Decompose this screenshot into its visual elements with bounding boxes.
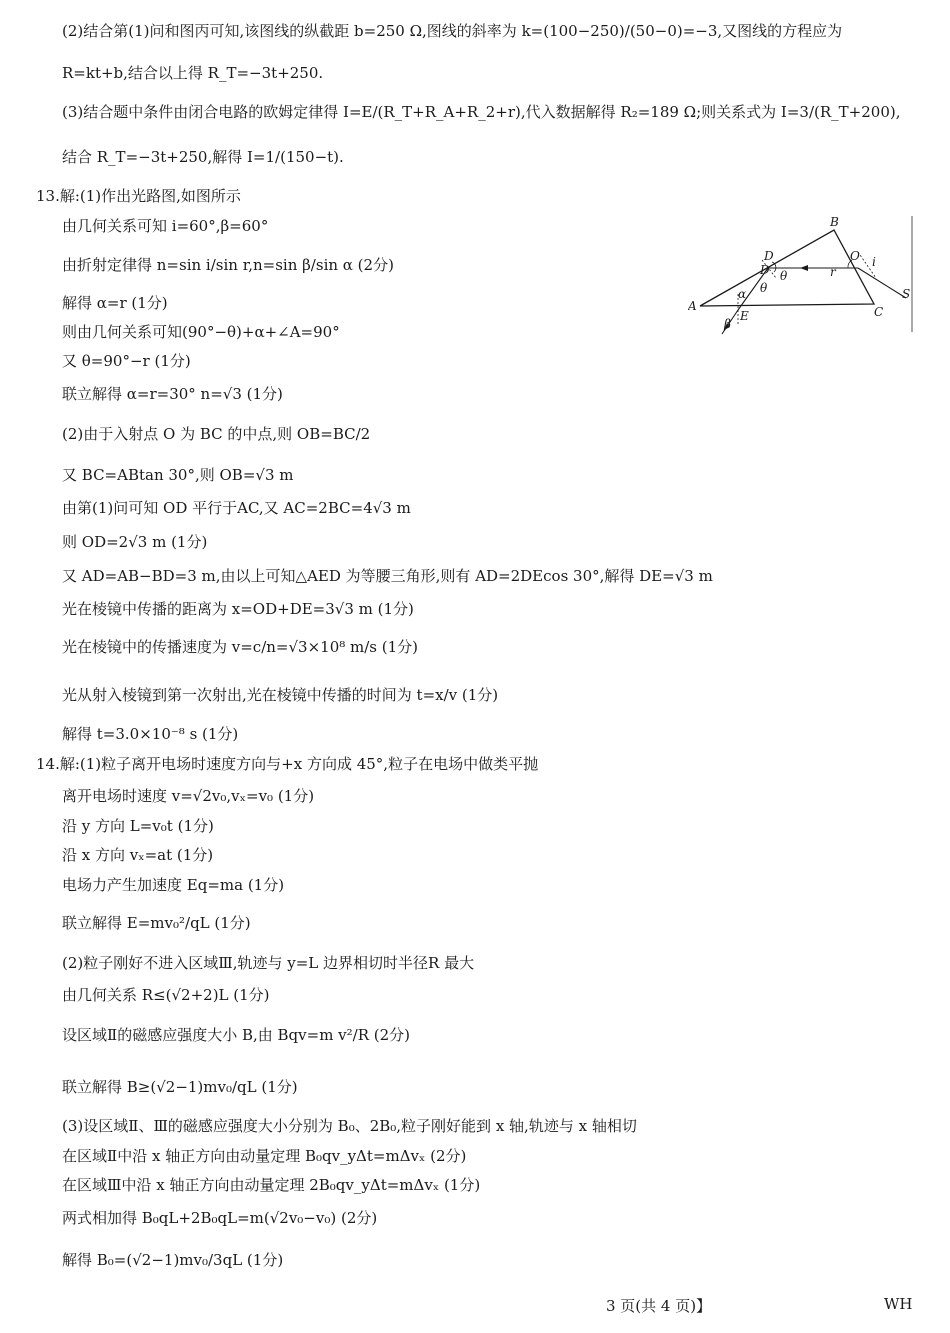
ray-arrow: [800, 265, 808, 271]
label-d: D: [764, 249, 774, 263]
text-line: 解得 α=r (1分): [62, 294, 168, 312]
text-line: (3)结合题中条件由闭合电路的欧姆定律得 I=E/(R_T+R_A+R_2+r),代入数据解得 R₂=189 Ω;则关系式为 I=3/(R_T+200),: [62, 103, 901, 121]
label-theta: θ: [760, 281, 768, 295]
label-beta: β: [724, 317, 731, 331]
text-line: 又 θ=90°−r (1分): [62, 352, 191, 370]
page-number: 3 页(共 4 页)】: [606, 1297, 712, 1315]
text-line: 在区域Ⅲ中沿 x 轴正方向由动量定理 2B₀qv_yΔt=mΔvₓ (1分): [62, 1176, 481, 1194]
text-line: (2)粒子刚好不进入区域Ⅲ,轨迹与 y=L 边界相切时半径R 最大: [62, 954, 475, 972]
text-line: 则由几何关系可知(90°−θ)+α+∠A=90°: [62, 323, 340, 341]
text-line: 由几何关系可知 i=60°,β=60°: [62, 217, 269, 235]
text-line: (2)由于入射点 O 为 BC 的中点,则 OB=BC/2: [62, 425, 371, 443]
label-a: A: [688, 299, 697, 313]
label-o: O: [850, 249, 860, 263]
text-line: (3)设区域Ⅱ、Ⅲ的磁感应强度大小分别为 B₀、2B₀,粒子刚好能到 x 轴,轨迹与 x 轴相切: [62, 1117, 637, 1135]
label-alpha: α: [738, 287, 747, 301]
text-line: 离开电场时速度 v=√2v₀,vₓ=v₀ (1分): [62, 787, 315, 805]
text-line: (2)结合第(1)问和图丙可知,该图线的纵截距 b=250 Ω,图线的斜率为 k=(100−250)/(50−0)=−3,又图线的方程应为: [62, 22, 843, 40]
text-line: 又 AD=AB−BD=3 m,由以上可知△AED 为等腰三角形,则有 AD=2DEcos 30°,解得 DE=√3 m: [62, 567, 713, 585]
text-line: 由几何关系 R≤(√2+2)L (1分): [62, 986, 270, 1004]
question-14-heading: 14.解:(1)粒子离开电场时速度方向与+x 方向成 45°,粒子在电场中做类平抛: [36, 755, 539, 773]
text-line: 解得 t=3.0×10⁻⁸ s (1分): [62, 725, 239, 743]
label-c: C: [874, 305, 884, 319]
text-line: 沿 y 方向 L=v₀t (1分): [62, 817, 214, 835]
text-line: 结合 R_T=−3t+250,解得 I=1/(150−t).: [62, 148, 344, 166]
label-b: B: [830, 215, 839, 229]
question-13-heading: 13.解:(1)作出光路图,如图所示: [36, 187, 241, 205]
text-line: 两式相加得 B₀qL+2B₀qL=m(√2v₀−v₀) (2分): [62, 1209, 378, 1227]
text-line: 联立解得 E=mv₀²/qL (1分): [62, 914, 251, 932]
label-s: S: [902, 287, 911, 301]
label-theta: θ: [780, 269, 788, 283]
label-e: E: [740, 309, 749, 323]
footer-code: WH: [884, 1295, 913, 1313]
prism-diagram: [688, 212, 920, 340]
text-line: 联立解得 α=r=30° n=√3 (1分): [62, 385, 283, 403]
text-line: 则 OD=2√3 m (1分): [62, 533, 208, 551]
text-line: 光在棱镜中传播的距离为 x=OD+DE=3√3 m (1分): [62, 600, 414, 618]
text-line: 由折射定律得 n=sin i/sin r,n=sin β/sin α (2分): [62, 256, 394, 274]
text-line: 沿 x 方向 vₓ=at (1分): [62, 846, 214, 864]
text-line: 电场力产生加速度 Eq=ma (1分): [62, 876, 285, 894]
text-line: 又 BC=ABtan 30°,则 OB=√3 m: [62, 466, 294, 484]
label-r: r: [830, 265, 836, 279]
label-d-lower: D: [760, 263, 770, 277]
incident-ray: [858, 268, 906, 298]
prism-figure: [688, 212, 920, 340]
label-i: i: [872, 255, 876, 269]
text-line: 解得 B₀=(√2−1)mv₀/3qL (1分): [62, 1251, 284, 1269]
text-line: 设区域Ⅱ的磁感应强度大小 B,由 Bqv=m v²/R (2分): [62, 1026, 411, 1044]
text-line: 光在棱镜中的传播速度为 v=c/n=√3×10⁸ m/s (1分): [62, 638, 419, 656]
text-line: 光从射入棱镜到第一次射出,光在棱镜中传播的时间为 t=x/v (1分): [62, 686, 499, 704]
text-line: R=kt+b,结合以上得 R_T=−3t+250.: [62, 64, 324, 82]
text-line: 在区域Ⅱ中沿 x 轴正方向由动量定理 B₀qv_yΔt=mΔvₓ (2分): [62, 1147, 467, 1165]
text-line: 联立解得 B≥(√2−1)mv₀/qL (1分): [62, 1078, 298, 1096]
text-line: 由第(1)问可知 OD 平行于AC,又 AC=2BC=4√3 m: [62, 499, 411, 517]
